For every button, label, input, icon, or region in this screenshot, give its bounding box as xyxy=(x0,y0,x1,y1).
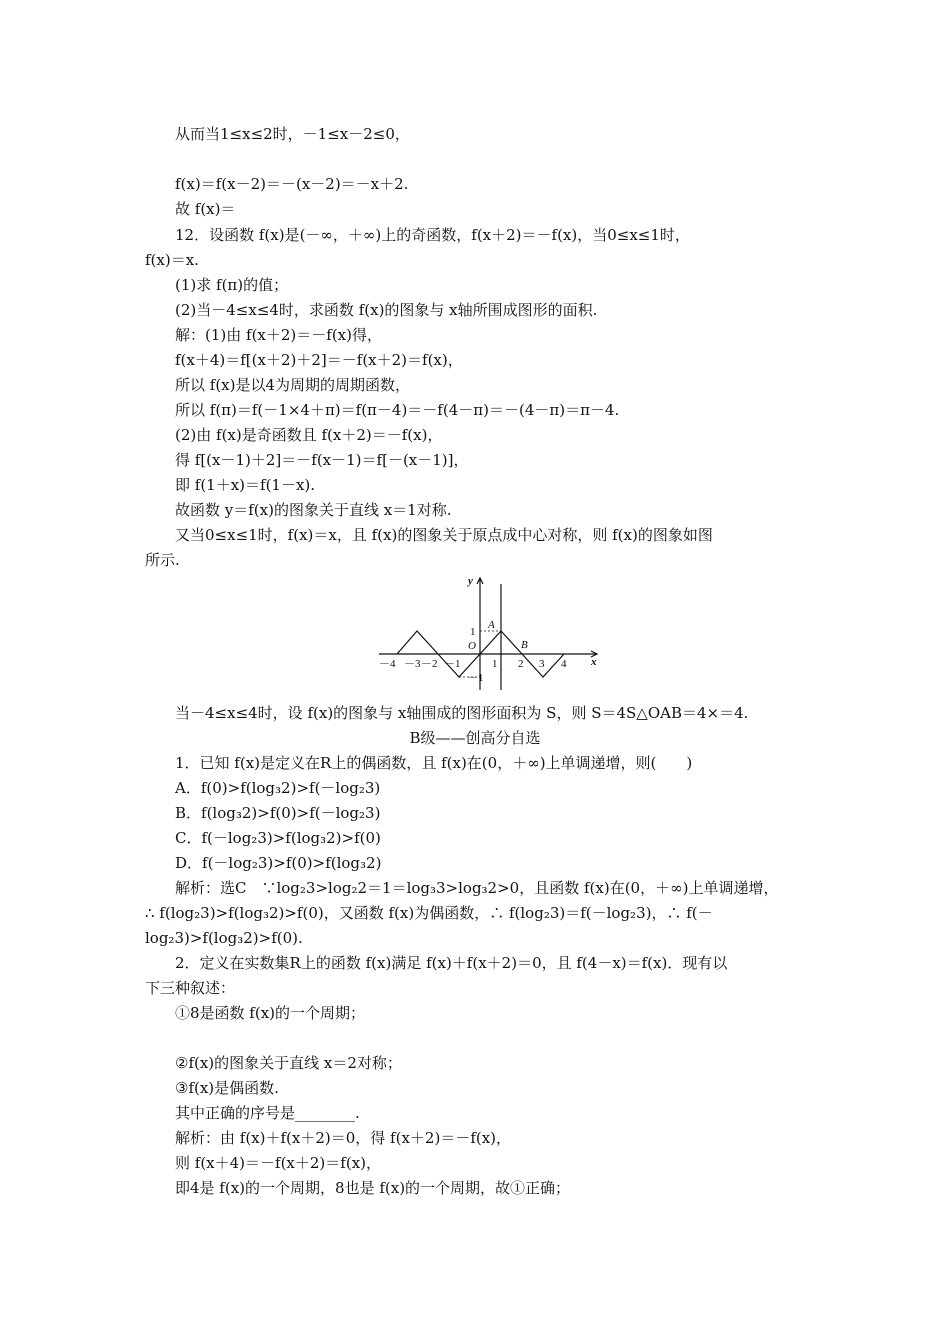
text-line: 解：(1)由 f(x＋2)＝－f(x)得， xyxy=(175,326,382,344)
text-line: 所以 f(x)是以4为周期的周期函数， xyxy=(175,376,411,394)
text-line: 从而当1≤x≤2时，－1≤x－2≤0， xyxy=(175,125,410,143)
text-line: 即 f(1＋x)＝f(1－x). xyxy=(175,476,316,494)
text-line: 解析：选C ∵log₂3>log₂2＝1＝log₃3>log₃2>0，且函数 f(x)在(0，＋∞)上单调递增， xyxy=(175,879,779,897)
text-line: 所以 f(π)＝f(－1×4＋π)＝f(π－4)＝－f(4－π)＝－(4－π)＝π－4. xyxy=(175,401,620,419)
text-line: 下三种叙述： xyxy=(145,979,236,997)
x-axis-label: x xyxy=(591,656,597,668)
y-axis-label: y xyxy=(468,575,473,587)
choice-a: A．f(0)>f(log₃2)>f(－log₂3) xyxy=(175,779,381,797)
choice-c: C．f(－log₂3)>f(log₃2)>f(0) xyxy=(175,829,381,847)
problem-12-statement: 12．设函数 f(x)是(－∞，＋∞)上的奇函数，f(x＋2)＝－f(x)，当0≤x≤1时， xyxy=(175,226,690,244)
statement-2: ②f(x)的图象关于直线 x＝2对称； xyxy=(175,1054,402,1072)
y-tick-label: －1 xyxy=(467,672,484,684)
text-line: 即4是 f(x)的一个周期，8也是 f(x)的一个周期，故①正确； xyxy=(175,1179,571,1197)
text-line: f(x＋4)＝f[(x＋2)＋2]＝－f(x＋2)＝f(x)， xyxy=(175,351,463,369)
choice-d: D．f(－log₂3)>f(0)>f(log₃2) xyxy=(175,854,382,872)
text-line: f(x)＝f(x－2)＝－(x－2)＝－x＋2. xyxy=(175,175,409,193)
text-line: 故函数 y＝f(x)的图象关于直线 x＝1对称. xyxy=(175,501,452,519)
point-b-label: B xyxy=(521,639,528,651)
x-tick-label: 1 xyxy=(492,658,498,670)
text-line: (2)由 f(x)是奇函数且 f(x＋2)＝－f(x)， xyxy=(175,426,443,444)
x-tick-label: －4 xyxy=(379,658,396,670)
text-line: 又当0≤x≤1时，f(x)＝x，且 f(x)的图象关于原点成中心对称，则 f(x)的图象如图 xyxy=(175,526,713,544)
statement-3: ③f(x)是偶函数. xyxy=(175,1079,279,1097)
y-tick-label: 1 xyxy=(470,626,476,638)
x-tick-label: －2 xyxy=(421,658,438,670)
statement-1: ①8是函数 f(x)的一个周期； xyxy=(175,1004,366,1022)
function-graph-figure xyxy=(375,572,605,694)
text-line: 解析：由 f(x)＋f(x＋2)＝0，得 f(x＋2)＝－f(x)， xyxy=(175,1129,512,1147)
problem-1-statement: 1．已知 f(x)是定义在R上的偶函数，且 f(x)在(0，＋∞)上单调递增，则( ) xyxy=(175,754,693,772)
problem-2-statement: 2．定义在实数集R上的函数 f(x)满足 f(x)＋f(x＋2)＝0，且 f(4－x)＝f(x)．现有以 xyxy=(175,954,728,972)
text-line: 当－4≤x≤4时，设 f(x)的图象与 x轴围成的图形面积为 S，则 S＝4S△OAB＝4×＝4. xyxy=(175,704,749,722)
x-tick-label: －1 xyxy=(444,658,461,670)
text-line: (1)求 f(π)的值； xyxy=(175,276,289,294)
x-tick-label: 2 xyxy=(518,658,524,670)
text-line: 所示. xyxy=(145,551,180,569)
choice-b: B．f(log₃2)>f(0)>f(－log₂3) xyxy=(175,804,381,822)
origin-label: O xyxy=(468,640,476,652)
text-line: f(x)＝x. xyxy=(145,251,199,269)
point-a-label: A xyxy=(488,619,495,631)
section-heading: B级——创高分自选 xyxy=(409,729,541,747)
text-line: 得 f[(x－1)＋2]＝－f(x－1)＝f[－(x－1)]， xyxy=(175,451,469,469)
text-line: log₂3)>f(log₃2)>f(0). xyxy=(145,929,303,947)
text-line: 故 f(x)＝ xyxy=(175,200,236,218)
x-tick-label: －3 xyxy=(404,658,421,670)
text-line: 则 f(x＋4)＝－f(x＋2)＝f(x)， xyxy=(175,1154,382,1172)
x-tick-label: 4 xyxy=(561,658,567,670)
text-line: ∴ f(log₂3)>f(log₃2)>f(0)，又函数 f(x)为偶函数，∴ f(log₂3)＝f(－log₂3)，∴ f(－ xyxy=(145,904,713,922)
text-line: (2)当－4≤x≤4时，求函数 f(x)的图象与 x轴所围成图形的面积. xyxy=(175,301,598,319)
x-tick-label: 3 xyxy=(539,658,545,670)
text-line: 其中正确的序号是________. xyxy=(175,1104,360,1122)
